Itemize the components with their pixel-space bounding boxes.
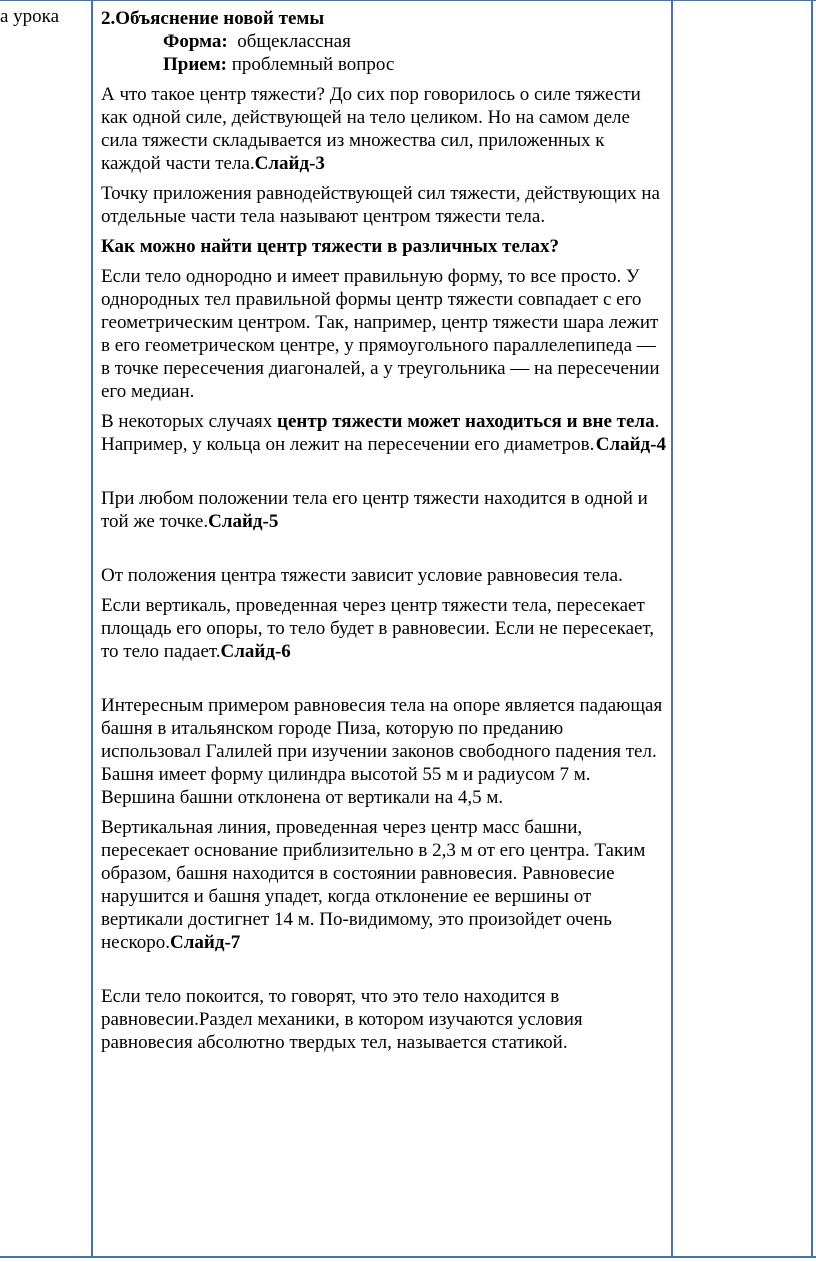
paragraph-6: От положения центра тяжести зависит условие равновесия тела. [101,565,623,586]
paragraph-4-end: . Например, у кольца он лежит на пересечении его диаметров. [101,411,660,455]
slide-7-ref: Слайд-7 [170,932,241,953]
table-column-divider-1 [91,0,93,1258]
paragraph-10: Если тело покоится, то говорят, что это тело находится в равновесии.Раздел механики, в котором изучаются условия равновесия абсолютно твердых тел, называется статикой. [101,986,583,1053]
paragraph-7-text: Если вертикаль, проведенная через центр тяжести тела, пересекает площадь его опоры, то тело будет в равновесии. Если не пересекает, то тело падает. [101,595,655,662]
paragraph-9-text: Вертикальная линия, проведенная через центр масс башни, пересекает основание приблизительно в 2,3 м от его центра. Таким образом, башня находится в состоянии равновесия. Равновесие нарушится и башня упадет, когда отклонение ее вершины от вертикали достигнет 14 м. По-видимому, это произойдет очень нескоро. [101,817,646,953]
paragraph-1 [101,83,666,175]
form-value: общеклассная [237,31,351,52]
slide-3-ref: Слайд-3 [254,153,325,174]
slide-5-ref: Слайд-5 [208,511,279,532]
section-title: 2.Объяснение новой темы [101,8,325,29]
paragraph-5-text: При любом положении тела его центр тяжести находится в одной и той же точке. [101,488,648,532]
paragraph-9 [101,816,666,954]
method-line [101,53,666,76]
paragraph-4-start: В некоторых случаях [101,411,278,432]
table-right-border [811,0,813,1258]
slide-4-ref: Слайд-4 [595,434,666,455]
table-column-divider-2 [671,0,673,1258]
table-top-border [0,0,816,1]
paragraph-5 [101,487,666,533]
question-heading: Как можно найти центр тяжести в различных телах? [101,236,560,257]
lesson-content-cell [101,7,666,1061]
paragraph-1-text: А что такое центр тяжести? До сих пор говорилось о силе тяжести как одной силе, действующей на тело целиком. Но на самом деле сила тяжести складывается из множества сил, приложенных к каждой части тела. [101,84,641,174]
method-label: Прием: [163,54,227,75]
paragraph-3: Если тело однородно и имеет правильную форму, то все просто. У однородных тел правильной формы центр тяжести совпадает с его геометрическим центром. Так, например, центр тяжести шара лежит в его геометрическом центре, у прямоугольного параллелепипеда — в точке пересечения диагоналей, а у треугольника — на пересечении его медиан. [101,266,660,402]
slide-6-ref: Слайд-6 [220,641,291,662]
lesson-stage-cell: а урока [0,6,60,27]
form-label: Форма: [163,31,228,52]
paragraph-7 [101,594,666,663]
form-line [101,30,666,53]
method-value: проблемный вопрос [231,54,395,75]
table-bottom-border [0,1256,816,1258]
paragraph-2: Точку приложения равнодействующей сил тяжести, действующих на отдельные части тела называют центром тяжести тела. [101,183,660,227]
paragraph-4 [101,410,666,456]
paragraph-4-bold: центр тяжести может находиться и вне тела [277,411,655,432]
paragraph-8: Интересным примером равновесия тела на опоре является падающая башня в итальянском городе Пиза, которую по преданию использовал Галилей при изучении законов свободного падения тел. Башня имеет форму цилиндра высотой 55 м и радиусом 7 м. Вершина башни отклонена от вертикали на 4,5 м. [101,695,663,808]
